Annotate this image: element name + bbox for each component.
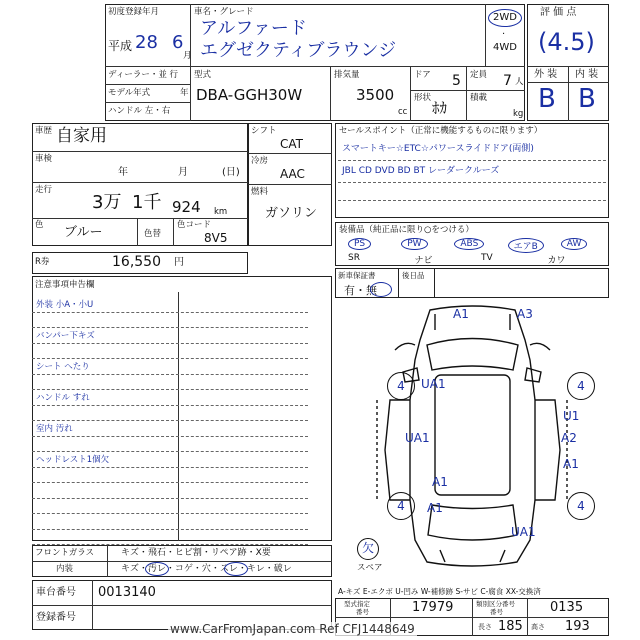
load-unit: kg <box>513 109 524 119</box>
inspection-day-unit: (日) <box>222 167 240 178</box>
front-glass-label: フロントガラス <box>35 548 94 558</box>
mileage-label: 走行 <box>35 185 53 195</box>
exterior-label: 外 装 <box>534 69 558 80</box>
equipment-row1-item: AW <box>561 238 588 250</box>
interior-cond-options: キズ・汚レ・コゲ・穴・スレ・キレ・破レ <box>121 564 292 574</box>
drive-4wd: 4WD <box>493 42 517 53</box>
model-year-unit: 年 <box>180 88 189 98</box>
door-label: ドア <box>414 70 431 80</box>
type-spec-value: 17979 <box>412 600 454 615</box>
first-reg-label: 初度登録年月 <box>108 7 160 17</box>
damage-left-rear: A1 <box>427 501 443 515</box>
name-grade-label: 車名・グレード <box>194 7 254 17</box>
month-unit: 月 <box>183 51 192 61</box>
type-value: DBA-GGH30W <box>196 86 303 104</box>
dirt-circle <box>145 562 169 576</box>
color-value: ブルー <box>64 225 103 240</box>
fuel-value: ガソリン <box>265 206 318 221</box>
chassis-value: 0013140 <box>98 585 156 600</box>
grade-name: エグゼクティブラウンジ <box>200 40 397 61</box>
damage-left-fender: UA1 <box>421 377 446 391</box>
height-label: 高さ <box>531 623 545 631</box>
load-label: 積載 <box>470 93 488 103</box>
header-box <box>105 4 525 121</box>
color-label: 色 <box>35 220 44 230</box>
mileage-unit: km <box>214 207 228 217</box>
damage-right-rear: A1 <box>563 457 579 471</box>
fuel-label: 燃料 <box>251 187 269 197</box>
model-year-label: モデル年式 <box>108 88 151 98</box>
tire-front-right: 4 <box>567 372 595 400</box>
warranty-none-circle <box>370 282 392 297</box>
displacement-label: 排気量 <box>334 70 360 80</box>
equipment-row2-item: TV <box>481 253 493 263</box>
equipment-row1-item: PS <box>348 238 371 250</box>
cc-unit: cc <box>398 107 408 117</box>
shape-value: ﾎｶ <box>432 99 448 117</box>
mileage-sen: 1千 <box>132 192 162 213</box>
shift-value: CAT <box>280 137 303 151</box>
inspection-year-unit: 年 <box>118 167 128 178</box>
damage-right-door: A2 <box>561 431 577 445</box>
type-spec-label: 型式指定 <box>344 600 370 608</box>
damage-front-right: A3 <box>517 307 533 321</box>
class-value: 0135 <box>550 600 584 615</box>
spare-mark: 欠 <box>362 541 375 555</box>
capacity-label: 定員 <box>470 70 488 80</box>
sales-points-line1: スマートキー☆ETC☆パワースライドドア(両側) <box>342 144 534 154</box>
interior-cond-label: 内装 <box>56 564 74 574</box>
notes-box <box>32 276 332 541</box>
height-value: 193 <box>565 619 590 634</box>
equipment-row2-item: カワ <box>547 256 566 266</box>
score-value: (4.5) <box>538 28 595 56</box>
tire-rear-right: 4 <box>567 492 595 520</box>
equipment-row2-item: ナビ <box>414 256 433 266</box>
color-swap-label: 色替 <box>144 229 162 239</box>
tire-front-left: 4 <box>387 372 415 400</box>
ac-value: AAC <box>280 167 305 181</box>
drive-separator: · <box>502 29 506 40</box>
score-label: 評 価 点 <box>540 7 577 18</box>
new-car-warranty-label: 新車保証書 <box>338 271 376 280</box>
capacity-value: 7 <box>503 73 512 89</box>
note-line: 外装 小A・小U <box>36 300 94 310</box>
type-spec-sub: 番号 <box>356 608 369 616</box>
recycle-label: R券 <box>35 257 50 267</box>
mileage-rest: 924 <box>172 198 201 216</box>
after-item-label: 後日品 <box>402 271 425 280</box>
ac-label: 冷房 <box>251 156 269 166</box>
recycle-value: 16,550 <box>112 254 161 270</box>
sales-points-line2: JBL CD DVD BD BT レーダークルーズ <box>342 166 500 176</box>
type-label: 型式 <box>194 70 212 80</box>
displacement-value: 3500 <box>356 86 395 104</box>
damage-legend: A-キズ E-エクボ U-凹み W-補修跡 S-サビ C-腐食 XX-交換済 <box>338 587 541 596</box>
inspection-month-unit: 月 <box>178 167 188 178</box>
class-sub: 番号 <box>490 608 503 616</box>
car-name: アルファード <box>200 18 307 39</box>
after-item-box <box>398 268 609 298</box>
inspection-label: 車検 <box>35 154 53 164</box>
era-year: 28 <box>135 32 158 53</box>
era-label: 平成 <box>108 39 133 53</box>
scuff-circle <box>224 562 248 576</box>
category-value: 自家用 <box>56 126 107 146</box>
note-line: 室内 汚れ <box>36 424 73 434</box>
handle-label: ハンドル 左・右 <box>108 106 171 116</box>
mileage-man: 3万 <box>92 192 122 213</box>
equipment-row1-item: エアB <box>508 238 544 253</box>
equipment-title: 装備品（純正品に限り○をつける） <box>339 225 474 235</box>
damage-map <box>335 300 609 580</box>
sales-points-title: セールスポイント（正常に機能するものに限ります） <box>339 126 543 136</box>
equipment-row2-item: SR <box>348 253 360 263</box>
damage-front-left: A1 <box>453 307 469 321</box>
chassis-label: 車台番号 <box>36 587 76 598</box>
exterior-grade: B <box>538 84 556 114</box>
interior-grade: B <box>578 84 596 114</box>
damage-rear-bumper: UA1 <box>511 525 536 539</box>
recycle-unit: 円 <box>174 257 184 268</box>
shift-label: シフト <box>251 126 277 136</box>
notes-title: 注意事項申告欄 <box>35 280 95 290</box>
category-label: 車歴 <box>35 126 53 136</box>
note-line: ハンドル すれ <box>36 393 90 403</box>
spare-label: スペア <box>357 563 383 573</box>
color-code-label: 色コード <box>177 220 212 230</box>
registration-label: 登録番号 <box>36 612 76 623</box>
door-value: 5 <box>452 73 461 89</box>
tire-rear-left: 4 <box>387 492 415 520</box>
watermark: www.CarFromJapan.com Ref CFJ1448649 <box>170 622 415 636</box>
equipment-row1-item: PW <box>401 238 427 250</box>
dealer-label: ディーラー・並 行 <box>108 70 179 80</box>
interior-label: 内 装 <box>575 69 599 80</box>
note-line: シート へたり <box>36 362 90 372</box>
drive-2wd: 2WD <box>493 12 517 23</box>
damage-left-door: UA1 <box>405 431 430 445</box>
damage-left-quarter: A1 <box>432 475 448 489</box>
note-line: バンパー下キズ <box>36 331 95 341</box>
length-label: 長さ <box>478 623 492 631</box>
shape-label: 形状 <box>414 93 432 103</box>
reg-month: 6 <box>172 32 184 53</box>
damage-right-front-door: U1 <box>563 409 580 423</box>
capacity-unit: 人 <box>515 77 524 87</box>
equipment-row1-item: ABS <box>454 238 484 250</box>
length-value: 185 <box>498 619 523 634</box>
color-code-value: 8V5 <box>204 231 228 245</box>
front-glass-options: キズ・飛石・ヒビ割・リペア跡・X要 <box>121 548 271 558</box>
class-label: 類別区分番号 <box>476 600 515 608</box>
new-car-warranty-value: 有・無 <box>344 284 377 297</box>
note-line: ヘッドレスト1個欠 <box>36 455 110 465</box>
